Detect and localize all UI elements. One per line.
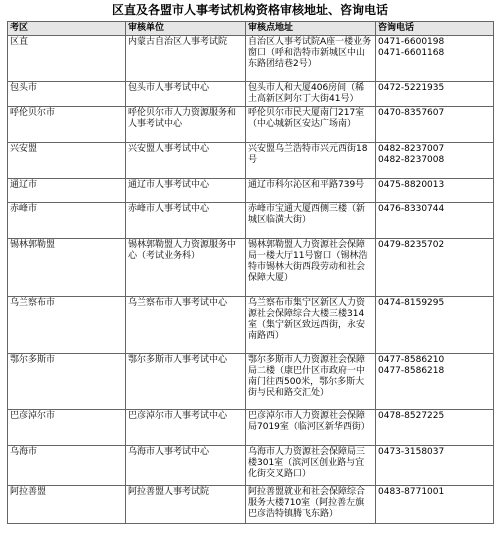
- cell-region: 巴彦淖尔市: [8, 410, 126, 446]
- cell-address: 赤峰市宝通大厦西侧三楼（新城区临潢大街）: [246, 203, 376, 239]
- cell-address: 鄂尔多斯市人力资源社会保障局二楼（康巴什区市政府一中南门往西500米，鄂尔多斯大街与民和路交汇处）: [246, 354, 376, 410]
- table-row: [8, 354, 494, 410]
- cell-phone: [376, 410, 494, 446]
- cell-phone: [376, 143, 494, 179]
- table-row: [8, 143, 494, 179]
- table-row: [8, 36, 494, 82]
- cell-unit: 内蒙古自治区人事考试院: [126, 36, 246, 82]
- phone-number: 0471-6601168: [378, 48, 445, 58]
- cell-address: 锡林郭勒盟人力资源社会保障局一楼大厅11号窗口（锡林浩特市锡林大街西段劳动和社会保障大厦）: [246, 239, 376, 297]
- table-row: [8, 239, 494, 297]
- cell-region: 乌兰察布市: [8, 297, 126, 354]
- table-row: [8, 446, 494, 486]
- phone-number: 0482-8237008: [378, 155, 445, 165]
- cell-address: 兴安盟乌兰浩特市兴元西街18号: [246, 143, 376, 179]
- phone-number: 0477-8586218: [378, 366, 445, 376]
- cell-region: 赤峰市: [8, 203, 126, 239]
- cell-region: 阿拉善盟: [8, 486, 126, 524]
- cell-address: 自治区人事考试院A座一楼业务窗口（呼和浩特市新城区中山东路团结巷2号）: [246, 36, 376, 82]
- cell-unit: 阿拉善盟人事考试院: [126, 486, 246, 524]
- cell-phone: [376, 179, 494, 203]
- phone-number: 0482-8237007: [378, 144, 445, 154]
- table-row: [8, 82, 494, 107]
- cell-address: 巴彦淖尔市人力资源社会保障局7019室（临河区新华西街）: [246, 410, 376, 446]
- cell-phone: [376, 36, 494, 82]
- cell-region: 乌海市: [8, 446, 126, 486]
- phone-number: 0471-6600198: [378, 37, 445, 47]
- cell-unit: 锡林郭勒盟人力资源服务中心（考试业务科）: [126, 239, 246, 297]
- table-row: [8, 410, 494, 446]
- phone-number: 0477-8586210: [378, 355, 445, 365]
- phone-number: 0475-8820013: [378, 180, 445, 190]
- cell-address: 阿拉善盟就业和社会保障综合服务大楼710室（阿拉善左旗巴彦浩特镇腾飞东路）: [246, 486, 376, 524]
- document-title: 区直及各盟市人事考试机构资格审核地址、咨询电话: [111, 3, 388, 17]
- cell-region: 呼伦贝尔市: [8, 107, 126, 143]
- table-row: [8, 179, 494, 203]
- cell-unit: 乌海市人事考试中心: [126, 446, 246, 486]
- cell-phone: [376, 203, 494, 239]
- cell-unit: 呼伦贝尔市人力资源服务和人事考试中心: [126, 107, 246, 143]
- review-office-table: [7, 21, 494, 524]
- cell-region: 鄂尔多斯市: [8, 354, 126, 410]
- table-body: [8, 36, 494, 524]
- phone-number: 0472-5221935: [378, 83, 445, 93]
- cell-address: 乌兰察布市集宁区新区人力资源社会保障综合大楼三楼314室（集宁新区致远西街，永安南路西）: [246, 297, 376, 354]
- cell-region: 区直: [8, 36, 126, 82]
- cell-unit: 鄂尔多斯市人事考试中心: [126, 354, 246, 410]
- column-header-region: 考区: [8, 22, 126, 36]
- cell-region: 包头市: [8, 82, 126, 107]
- cell-region: 兴安盟: [8, 143, 126, 179]
- cell-unit: 通辽市人事考试中心: [126, 179, 246, 203]
- cell-region: 通辽市: [8, 179, 126, 203]
- phone-number: 0478-8527225: [378, 411, 445, 421]
- cell-address: 呼伦贝尔市民大厦南门217室（中心城新区安达广场南）: [246, 107, 376, 143]
- cell-address: 乌海市人力资源社会保障局三楼301室（滨河区创业路与宜化街交叉路口）: [246, 446, 376, 486]
- column-header-unit: 审核单位: [126, 22, 246, 36]
- phone-number: 0476-8330744: [378, 204, 445, 214]
- cell-phone: [376, 446, 494, 486]
- table-row: [8, 203, 494, 239]
- phone-number: 0473-3158037: [378, 447, 445, 457]
- phone-number: 0483-8771001: [378, 487, 445, 497]
- cell-region: 锡林郭勒盟: [8, 239, 126, 297]
- cell-unit: 兴安盟人事考试中心: [126, 143, 246, 179]
- table-row: [8, 297, 494, 354]
- phone-number: 0479-8235702: [378, 240, 445, 250]
- phone-number: 0470-8357607: [378, 108, 445, 118]
- table-row: [8, 486, 494, 524]
- table-header-row: [8, 22, 494, 36]
- cell-unit: 乌兰察布市人事考试中心: [126, 297, 246, 354]
- cell-address: 包头市人和大厦406房间（稀土高新区阿尔丁大街41号）: [246, 82, 376, 107]
- cell-phone: [376, 239, 494, 297]
- column-header-phone: 咨询电话: [376, 22, 494, 36]
- cell-unit: 巴彦淖尔市人事考试中心: [126, 410, 246, 446]
- table-row: [8, 107, 494, 143]
- cell-unit: 赤峰市人事考试中心: [126, 203, 246, 239]
- cell-address: 通辽市科尔沁区和平路739号: [246, 179, 376, 203]
- cell-phone: [376, 354, 494, 410]
- cell-phone: [376, 82, 494, 107]
- cell-phone: [376, 297, 494, 354]
- phone-number: 0474-8159295: [378, 298, 445, 308]
- cell-phone: [376, 107, 494, 143]
- cell-unit: 包头市人事考试中心: [126, 82, 246, 107]
- cell-phone: [376, 486, 494, 524]
- column-header-address: 审核点地址: [246, 22, 376, 36]
